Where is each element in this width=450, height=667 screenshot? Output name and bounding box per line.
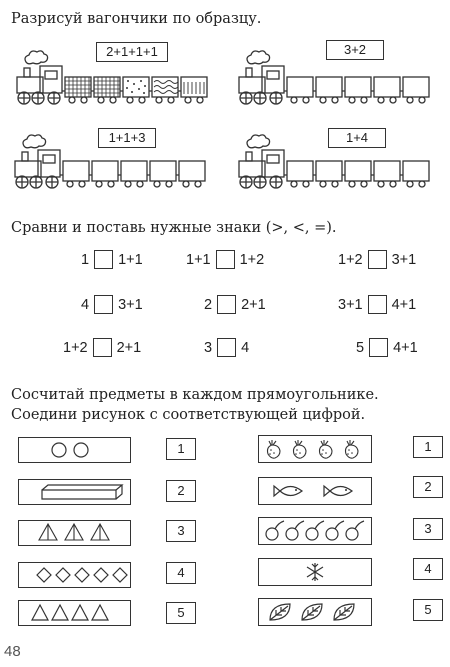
compare-right: 4+1 <box>391 296 417 313</box>
compare-item <box>63 338 141 357</box>
compare-left: 2 <box>204 296 213 313</box>
sign-box[interactable] <box>369 338 388 357</box>
train3-formula: 1+1+3 <box>98 128 156 148</box>
pyramids-icon <box>18 520 131 546</box>
number-box[interactable]: 2 <box>413 476 443 498</box>
compare-left: 3+1 <box>338 296 363 313</box>
sign-box[interactable] <box>93 338 112 357</box>
snowflake-icon <box>258 558 372 586</box>
compare-left: 1+2 <box>338 251 363 268</box>
compare-item <box>186 250 264 269</box>
strawberries-icon <box>258 435 372 463</box>
picture-box-cherries <box>258 517 372 545</box>
picture-box-leaves <box>258 598 372 626</box>
compare-left: 1+1 <box>186 251 211 268</box>
picture-box-snowflake <box>258 558 372 586</box>
picture-box-pyramids <box>18 520 131 546</box>
number-box[interactable]: 1 <box>413 436 443 458</box>
leaves-icon <box>258 598 372 626</box>
picture-box-fish <box>258 477 372 505</box>
train3 <box>8 120 218 192</box>
compare-right: 4+1 <box>393 339 418 356</box>
picture-box-strawberries <box>258 435 372 463</box>
compare-left: 3 <box>204 339 213 356</box>
number-box[interactable]: 4 <box>166 562 196 584</box>
compare-left: 4 <box>81 296 90 313</box>
cherries-icon <box>258 517 372 545</box>
compare-right: 2+1 <box>116 339 142 356</box>
sign-box[interactable] <box>368 295 387 314</box>
compare-item <box>204 295 266 314</box>
brick-icon <box>18 479 131 505</box>
train1 <box>10 36 220 108</box>
compare-item <box>356 338 418 357</box>
compare-item <box>81 250 143 269</box>
train4-formula: 1+4 <box>328 128 386 148</box>
compare-item <box>81 295 143 314</box>
number-box[interactable]: 1 <box>166 438 196 460</box>
number-box[interactable]: 3 <box>413 518 443 540</box>
number-box[interactable]: 2 <box>166 480 196 502</box>
train4 <box>232 120 442 192</box>
number-box[interactable]: 5 <box>166 602 196 624</box>
task1-title: Разрисуй вагончики по образцу. <box>11 11 262 27</box>
sign-box[interactable] <box>94 295 113 314</box>
compare-left: 1+2 <box>63 339 88 356</box>
number-box[interactable]: 3 <box>166 520 196 542</box>
compare-item <box>338 295 416 314</box>
number-box[interactable]: 4 <box>413 558 443 580</box>
compare-right: 2+1 <box>241 296 266 313</box>
number-box[interactable]: 5 <box>413 599 443 621</box>
picture-box-triangles <box>18 600 131 626</box>
compare-left: 1 <box>81 251 90 268</box>
train2 <box>232 36 442 108</box>
sign-box[interactable] <box>94 250 113 269</box>
sign-box[interactable] <box>217 295 236 314</box>
rhombuses-icon <box>18 562 131 588</box>
train2-formula: 3+2 <box>326 40 384 60</box>
triangles-icon <box>18 600 131 626</box>
task3-title-line1: Сосчитай предметы в каждом прямоугольнике. <box>11 387 379 403</box>
picture-box-brick <box>18 479 131 505</box>
circles-icon <box>18 437 131 463</box>
compare-right: 4 <box>241 339 250 356</box>
compare-right: 1+1 <box>118 251 143 268</box>
compare-item <box>204 338 249 357</box>
task2-title: Сравни и поставь нужные знаки (>, <, =). <box>11 220 337 236</box>
fish-icon <box>258 477 372 505</box>
compare-right: 3+1 <box>391 251 417 268</box>
picture-box-circles <box>18 437 131 463</box>
compare-item <box>338 250 416 269</box>
sign-box[interactable] <box>217 338 236 357</box>
compare-left: 5 <box>356 339 365 356</box>
sign-box[interactable] <box>216 250 235 269</box>
task3-title-line2: Соедини рисунок с соответствующей цифрой. <box>11 407 366 423</box>
compare-right: 1+2 <box>239 251 265 268</box>
page-number: 48 <box>4 643 21 660</box>
train1-formula: 2+1+1+1 <box>96 42 168 62</box>
compare-right: 3+1 <box>118 296 143 313</box>
picture-box-rhombuses <box>18 562 131 588</box>
sign-box[interactable] <box>368 250 387 269</box>
